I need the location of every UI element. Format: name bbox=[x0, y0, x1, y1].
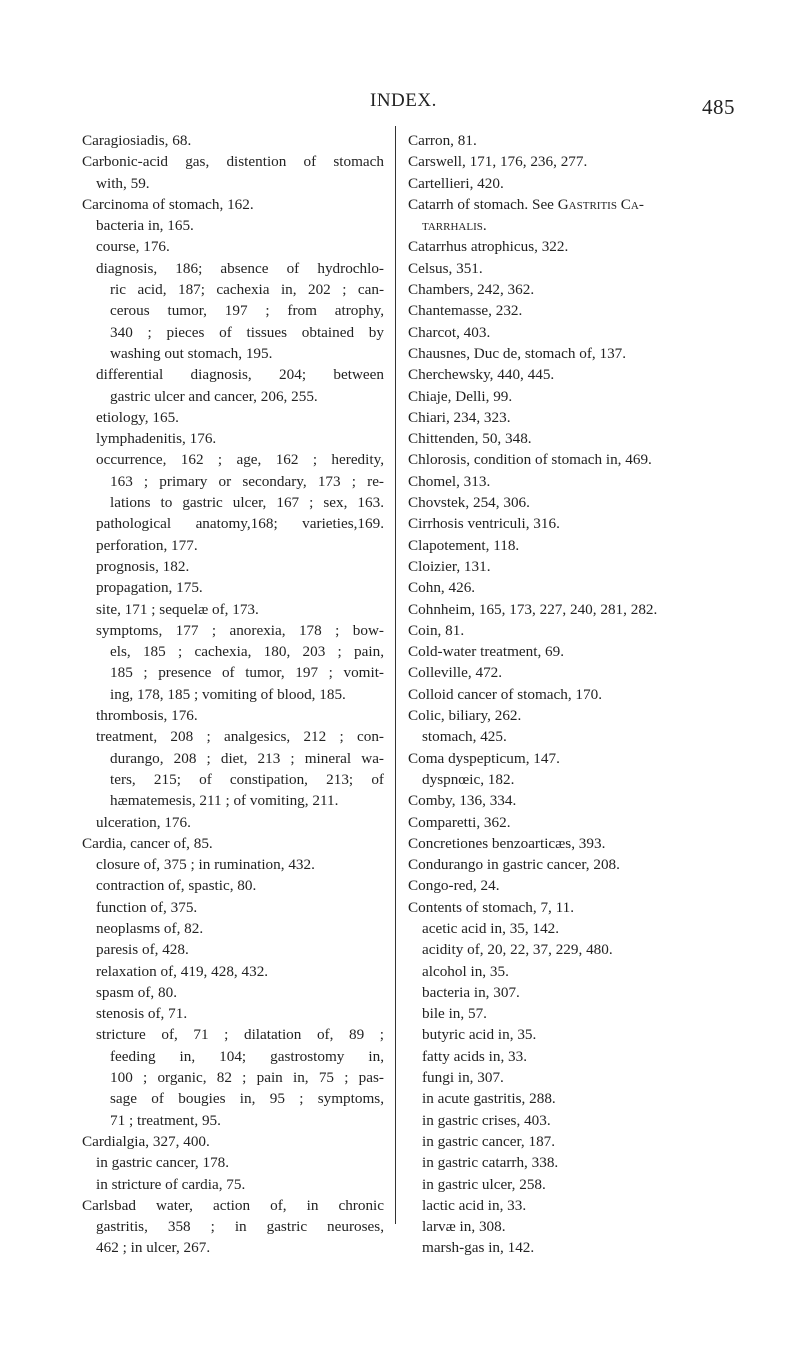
index-entry-text: 462 ; in ulcer, 267. bbox=[96, 1239, 211, 1257]
index-entry-text: in acute gastritis, 288. bbox=[422, 1090, 556, 1108]
index-subentry bbox=[82, 279, 384, 300]
index-entry-text: Colleville, 472. bbox=[408, 664, 503, 682]
index-entry-text: Cardia, cancer of, 85. bbox=[82, 834, 213, 852]
index-column-right bbox=[408, 130, 726, 1259]
index-entry-text: Condurango in gastric cancer, 208. bbox=[408, 856, 620, 874]
index-entry-text: els, 185 ; cachexia, 180, 203 ; pain, bbox=[110, 643, 384, 661]
index-entry bbox=[408, 151, 726, 172]
index-entry-text: stomach, 425. bbox=[422, 728, 507, 746]
index-entry-text: Concretiones benzoarticæs, 393. bbox=[408, 834, 606, 852]
index-entry bbox=[408, 641, 726, 662]
index-entry bbox=[408, 790, 726, 811]
index-entry-text: 71 ; treatment, 95. bbox=[110, 1111, 221, 1129]
index-entry-text: washing out stomach, 195. bbox=[110, 344, 273, 362]
page-header bbox=[0, 90, 800, 120]
index-subentry bbox=[82, 535, 384, 556]
index-entry-text: 163 ; primary or secondary, 173 ; re- bbox=[110, 472, 384, 490]
index-entry-text: closure of, 375 ; in rumination, 432. bbox=[96, 856, 315, 874]
index-entry-text: course, 176. bbox=[96, 238, 170, 256]
column-divider bbox=[395, 126, 396, 1224]
index-entry bbox=[408, 662, 726, 683]
index-subentry bbox=[82, 1024, 384, 1045]
index-entry bbox=[82, 1195, 384, 1216]
index-subentry bbox=[82, 1237, 384, 1258]
index-subentry bbox=[82, 748, 384, 769]
index-entry-text: Carswell, 171, 176, 236, 277. bbox=[408, 153, 588, 171]
index-subentry bbox=[82, 726, 384, 747]
index-subentry bbox=[82, 173, 384, 194]
index-entry-text: Carron, 81. bbox=[408, 132, 477, 149]
index-entry bbox=[82, 130, 384, 151]
index-subentry bbox=[82, 471, 384, 492]
index-entry bbox=[408, 620, 726, 641]
index-entry-text: Chomel, 313. bbox=[408, 472, 491, 490]
index-subentry bbox=[82, 1046, 384, 1067]
index-subentry bbox=[82, 322, 384, 343]
index-entry-text: in gastric cancer, 187. bbox=[422, 1132, 556, 1150]
index-entry-text: in gastric ulcer, 258. bbox=[422, 1175, 546, 1193]
index-entry bbox=[408, 130, 726, 151]
index-subentry bbox=[408, 1195, 726, 1216]
index-entry-text: Chlorosis, condition of stomach in, 469. bbox=[408, 451, 652, 469]
index-entry bbox=[82, 1131, 384, 1152]
index-entry-text: Cardialgia, 327, 400. bbox=[82, 1132, 210, 1150]
index-subentry bbox=[408, 1131, 726, 1152]
index-subentry bbox=[82, 790, 384, 811]
index-entry-text: symptoms, 177 ; anorexia, 178 ; bow- bbox=[96, 621, 384, 639]
index-entry-text: paresis of, 428. bbox=[96, 941, 189, 959]
index-entry-text: neoplasms of, 82. bbox=[96, 919, 204, 937]
index-entry-text: fungi in, 307. bbox=[422, 1069, 504, 1087]
cross-reference: Gastritis Ca- bbox=[557, 195, 644, 213]
index-subentry bbox=[82, 215, 384, 236]
index-entry-text: Catarrh of stomach. See bbox=[408, 195, 558, 213]
index-subentry bbox=[408, 918, 726, 939]
index-entry bbox=[408, 428, 726, 449]
index-entry-text: Colloid cancer of stomach, 170. bbox=[408, 685, 603, 703]
index-entry bbox=[408, 194, 726, 215]
index-entry-text: fatty acids in, 33. bbox=[422, 1047, 528, 1065]
index-subentry bbox=[82, 918, 384, 939]
index-subentry bbox=[82, 641, 384, 662]
index-subentry bbox=[82, 343, 384, 364]
index-entry bbox=[408, 875, 726, 896]
index-subentry bbox=[82, 492, 384, 513]
index-entry-text: Chausnes, Duc de, stomach of, 137. bbox=[408, 344, 627, 362]
index-entry-text: Clapotement, 118. bbox=[408, 536, 520, 554]
index-entry bbox=[408, 812, 726, 833]
index-entry-text: bacteria in, 307. bbox=[422, 983, 520, 1001]
index-subentry bbox=[82, 875, 384, 896]
index-entry-text: cerous tumor, 197 ; from atrophy, bbox=[110, 302, 384, 320]
index-entry-text: Colic, biliary, 262. bbox=[408, 707, 522, 725]
index-subentry bbox=[408, 1174, 726, 1195]
index-entry-text: in gastric cancer, 178. bbox=[96, 1154, 230, 1172]
index-subentry bbox=[82, 939, 384, 960]
index-entry-text: durango, 208 ; diet, 213 ; mineral wa- bbox=[110, 749, 384, 767]
index-entry-text: feeding in, 104; gastrostomy in, bbox=[110, 1047, 384, 1065]
index-entry-text: Chittenden, 50, 348. bbox=[408, 430, 532, 448]
index-entry bbox=[408, 236, 726, 257]
index-entry-text: gastritis, 358 ; in gastric neuroses, bbox=[96, 1218, 384, 1236]
index-entry-text: in gastric catarrh, 338. bbox=[422, 1154, 559, 1172]
index-entry bbox=[408, 535, 726, 556]
index-entry-text: site, 171 ; sequelæ of, 173. bbox=[96, 600, 259, 618]
index-entry-text: relaxation of, 419, 428, 432. bbox=[96, 962, 269, 980]
index-entry-text: thrombosis, 176. bbox=[96, 707, 198, 725]
index-entry-text: stricture of, 71 ; dilatation of, 89 ; bbox=[96, 1026, 384, 1044]
index-entry-text: Cirrhosis ventriculi, 316. bbox=[408, 515, 560, 533]
index-subentry bbox=[408, 769, 726, 790]
index-entry-text: dyspnœic, 182. bbox=[422, 770, 515, 788]
index-entry-text: stenosis of, 71. bbox=[96, 1005, 188, 1023]
index-entry-text: prognosis, 182. bbox=[96, 557, 190, 575]
index-subentry bbox=[408, 1237, 726, 1258]
index-subentry bbox=[82, 684, 384, 705]
index-entry-text: Cohn, 426. bbox=[408, 579, 476, 597]
index-entry-text: treatment, 208 ; analgesics, 212 ; con- bbox=[96, 728, 384, 746]
index-entry-text: Chiari, 234, 323. bbox=[408, 408, 511, 426]
index-entry-text: occurrence, 162 ; age, 162 ; heredity, bbox=[96, 451, 384, 469]
index-entry-text: sage of bougies in, 95 ; symptoms, bbox=[110, 1090, 384, 1108]
index-entry-text: Congo-red, 24. bbox=[408, 877, 500, 895]
index-subentry bbox=[82, 364, 384, 385]
index-column-left bbox=[82, 130, 384, 1259]
index-entry bbox=[408, 343, 726, 364]
index-entry-text: Contents of stomach, 7, 11. bbox=[408, 898, 575, 916]
index-entry-text: ters, 215; of constipation, 213; of bbox=[110, 770, 384, 788]
index-entry bbox=[408, 897, 726, 918]
index-entry-text: in gastric crises, 403. bbox=[422, 1111, 551, 1129]
index-subentry bbox=[82, 300, 384, 321]
index-entry bbox=[408, 407, 726, 428]
index-subentry bbox=[408, 961, 726, 982]
index-entry-text: hæmatemesis, 211 ; of vomiting, 211. bbox=[110, 792, 339, 810]
index-entry bbox=[408, 599, 726, 620]
index-entry-text: marsh-gas in, 142. bbox=[422, 1239, 535, 1257]
index-subentry bbox=[82, 854, 384, 875]
index-entry bbox=[408, 386, 726, 407]
index-subentry bbox=[408, 1110, 726, 1131]
index-subentry bbox=[82, 1152, 384, 1173]
index-subentry bbox=[82, 1088, 384, 1109]
index-subentry bbox=[82, 407, 384, 428]
index-subentry bbox=[408, 726, 726, 747]
index-subentry bbox=[82, 897, 384, 918]
index-entry bbox=[408, 833, 726, 854]
index-subentry bbox=[408, 1067, 726, 1088]
index-subentry bbox=[82, 428, 384, 449]
index-entry-text: 340 ; pieces of tissues obtained by bbox=[110, 323, 384, 341]
index-entry-text: Carcinoma of stomach, 162. bbox=[82, 195, 254, 213]
index-entry-text: Carbonic-acid gas, distention of stomach bbox=[82, 153, 384, 171]
index-subentry bbox=[408, 939, 726, 960]
index-entry-text: ric acid, 187; cachexia in, 202 ; can- bbox=[110, 281, 384, 299]
index-entry-text: Caragiosiadis, 68. bbox=[82, 132, 192, 149]
index-subentry bbox=[408, 1003, 726, 1024]
index-subentry bbox=[82, 577, 384, 598]
index-entry bbox=[408, 471, 726, 492]
index-subentry bbox=[82, 1174, 384, 1195]
index-entry-text: Chantemasse, 232. bbox=[408, 302, 523, 320]
index-entry-text: alcohol in, 35. bbox=[422, 962, 509, 980]
index-entry bbox=[408, 854, 726, 875]
index-subentry bbox=[408, 215, 726, 236]
index-subentry bbox=[82, 769, 384, 790]
index-entry-text: bacteria in, 165. bbox=[96, 217, 194, 235]
index-entry-text: Celsus, 351. bbox=[408, 259, 483, 277]
index-entry bbox=[408, 684, 726, 705]
index-entry-text: pathological anatomy,168; varieties,169. bbox=[96, 515, 384, 533]
index-entry-text: Carlsbad water, action of, in chronic bbox=[82, 1196, 384, 1214]
index-entry bbox=[82, 194, 384, 215]
index-entry bbox=[408, 364, 726, 385]
index-entry-text: Cartellieri, 420. bbox=[408, 174, 504, 192]
index-entry-text: Coin, 81. bbox=[408, 621, 465, 639]
index-entry bbox=[408, 279, 726, 300]
index-subentry bbox=[82, 705, 384, 726]
index-subentry bbox=[408, 1024, 726, 1045]
index-entry bbox=[408, 513, 726, 534]
index-entry bbox=[408, 173, 726, 194]
index-subentry bbox=[82, 386, 384, 407]
index-entry bbox=[82, 833, 384, 854]
index-entry-text: Chambers, 242, 362. bbox=[408, 281, 535, 299]
index-subentry bbox=[82, 556, 384, 577]
index-entry-text: butyric acid in, 35. bbox=[422, 1026, 537, 1044]
index-entry-text: bile in, 57. bbox=[422, 1005, 487, 1023]
index-entry-text: contraction of, spastic, 80. bbox=[96, 877, 257, 895]
index-entry-text: ing, 178, 185 ; vomiting of blood, 185. bbox=[110, 685, 346, 703]
index-entry-text: Catarrhus atrophicus, 322. bbox=[408, 238, 569, 256]
index-entry-text: in stricture of cardia, 75. bbox=[96, 1175, 246, 1193]
cross-reference: tarrhalis. bbox=[422, 217, 487, 235]
index-entry-text: lactic acid in, 33. bbox=[422, 1196, 527, 1214]
index-entry-text: etiology, 165. bbox=[96, 408, 179, 426]
index-entry-text: differential diagnosis, 204; between bbox=[96, 366, 384, 384]
index-subentry bbox=[408, 1088, 726, 1109]
index-entry-text: lymphadenitis, 176. bbox=[96, 430, 217, 448]
index-subentry bbox=[82, 1003, 384, 1024]
index-subentry bbox=[82, 1110, 384, 1131]
index-entry bbox=[408, 322, 726, 343]
index-entry-text: Comparetti, 362. bbox=[408, 813, 511, 831]
index-entry-text: lations to gastric ulcer, 167 ; sex, 163. bbox=[110, 494, 384, 512]
index-entry-text: Cloizier, 131. bbox=[408, 557, 491, 575]
index-subentry bbox=[408, 1216, 726, 1237]
index-entry-text: Chovstek, 254, 306. bbox=[408, 494, 530, 512]
page-number: 485 bbox=[702, 95, 735, 119]
index-entry bbox=[408, 300, 726, 321]
index-subentry bbox=[82, 982, 384, 1003]
page-title: INDEX. bbox=[370, 90, 437, 111]
index-subentry bbox=[82, 1067, 384, 1088]
index-entry bbox=[408, 577, 726, 598]
index-entry-text: with, 59. bbox=[96, 174, 150, 192]
index-subentry bbox=[82, 1216, 384, 1237]
index-subentry bbox=[82, 236, 384, 257]
index-subentry bbox=[82, 662, 384, 683]
index-subentry bbox=[82, 513, 384, 534]
index-subentry bbox=[82, 258, 384, 279]
index-entry-text: acetic acid in, 35, 142. bbox=[422, 919, 560, 937]
index-entry-text: function of, 375. bbox=[96, 898, 198, 916]
index-entry bbox=[408, 556, 726, 577]
index-subentry bbox=[408, 1152, 726, 1173]
index-subentry bbox=[82, 620, 384, 641]
index-entry-text: spasm of, 80. bbox=[96, 983, 177, 1001]
index-entry-text: Cherchewsky, 440, 445. bbox=[408, 366, 555, 384]
index-entry-text: diagnosis, 186; absence of hydrochlo- bbox=[96, 259, 384, 277]
index-entry-text: Cohnheim, 165, 173, 227, 240, 281, 282. bbox=[408, 600, 658, 618]
index-subentry bbox=[82, 812, 384, 833]
index-entry bbox=[408, 449, 726, 470]
index-entry bbox=[408, 258, 726, 279]
index-entry-text: Charcot, 403. bbox=[408, 323, 491, 341]
index-entry-text: 100 ; organic, 82 ; pain in, 75 ; pas- bbox=[110, 1069, 384, 1087]
index-entry bbox=[408, 705, 726, 726]
index-subentry bbox=[82, 599, 384, 620]
index-entry-text: propagation, 175. bbox=[96, 579, 203, 597]
index-entry-text: ulceration, 176. bbox=[96, 813, 191, 831]
index-entry-text: acidity of, 20, 22, 37, 229, 480. bbox=[422, 941, 613, 959]
index-subentry bbox=[82, 449, 384, 470]
index-entry-text: perforation, 177. bbox=[96, 536, 198, 554]
index-entry-text: Coma dyspepticum, 147. bbox=[408, 749, 560, 767]
index-subentry bbox=[408, 982, 726, 1003]
index-subentry bbox=[82, 961, 384, 982]
index-entry-text: Comby, 136, 334. bbox=[408, 792, 517, 810]
index-subentry bbox=[408, 1046, 726, 1067]
index-entry-text: Chiaje, Delli, 99. bbox=[408, 387, 513, 405]
index-entry-text: Cold-water treatment, 69. bbox=[408, 643, 565, 661]
index-entry bbox=[408, 492, 726, 513]
index-entry bbox=[408, 748, 726, 769]
index-entry-text: gastric ulcer and cancer, 206, 255. bbox=[110, 387, 318, 405]
index-entry-text: 185 ; presence of tumor, 197 ; vomit- bbox=[110, 664, 384, 682]
index-entry bbox=[82, 151, 384, 172]
index-entry-text: larvæ in, 308. bbox=[422, 1218, 506, 1236]
